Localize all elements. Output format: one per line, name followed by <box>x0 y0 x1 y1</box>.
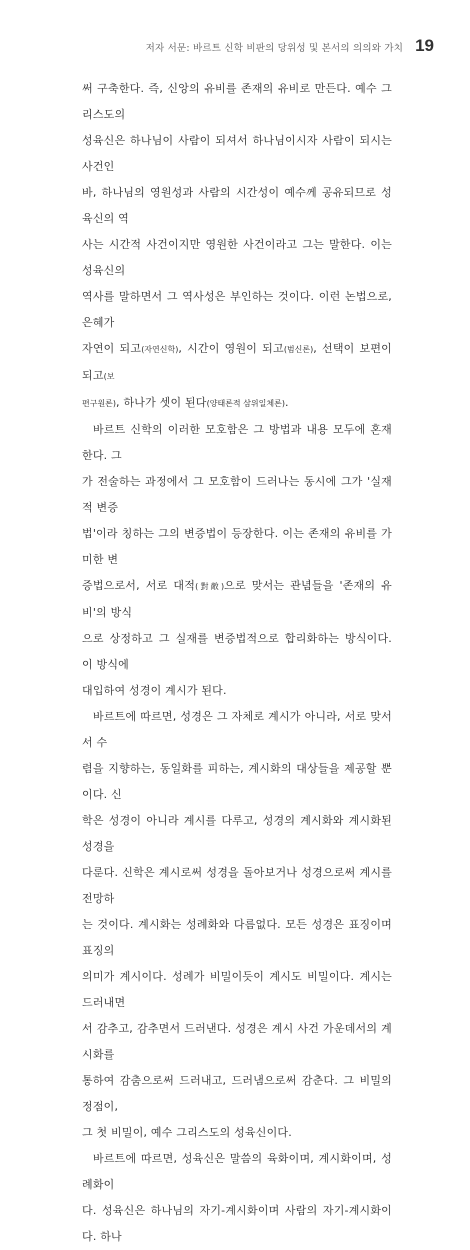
annotation-text: (범신론) <box>283 345 314 354</box>
text-line: 학은 성경이 아니라 계시를 다루고, 성경의 계시화와 계시화된 성경을 <box>82 814 392 853</box>
text-line: 다룬다. 신학은 계시로써 성경을 돌아보거나 성경으로써 계시를 전망하 <box>82 866 392 905</box>
annotation-text: (양태론적 삼위일체론) <box>206 399 285 408</box>
text-line: 써 구축한다. 즉, 신앙의 유비를 존재의 유비로 만든다. 예수 그리스도의 <box>82 82 392 121</box>
text-line: 대입하여 성경이 계시가 된다. <box>82 684 227 697</box>
text-line: 역사를 말하면서 그 역사성은 부인하는 것이다. 이런 논법으로, 은혜가 <box>82 290 392 329</box>
page-number: 19 <box>415 36 434 55</box>
text-line: 으로 상정하고 그 실재를 변증법적으로 합리화하는 방식이다. 이 방식에 <box>82 632 392 671</box>
text-line: 의미가 계시이다. 성례가 비밀이듯이 계시도 비밀이다. 계시는 드러내면 <box>82 970 392 1009</box>
text-line: 사는 시간적 사건이지만 영원한 사건이라고 그는 말한다. 이는 성육신의 <box>82 238 392 277</box>
text-line: 성육신은 하나님이 사람이 되셔서 하나님이시자 사람이 되시는 사건인 <box>82 134 392 173</box>
text-line: 통하여 감춤으로써 드러내고, 드러냄으로써 감춘다. 그 비밀의 정점이, <box>82 1074 392 1113</box>
text-segment: , 선택이 보편이 되고 <box>82 342 393 382</box>
body-text <box>82 76 392 1250</box>
annotation-text: (자연신학) <box>141 345 179 354</box>
text-line <box>82 336 392 390</box>
text-line: 가 전술하는 과정에서 그 모호함이 드러나는 동시에 그가 '실재적 변증 <box>82 475 392 514</box>
text-line: 렴을 지향하는, 동일화를 피하는, 계시화의 대상들을 제공할 뿐이다. 신 <box>82 762 392 801</box>
text-segment: , 하나가 셋이 된다 <box>116 396 207 409</box>
text-line: 바르트 신학의 이러한 모호함은 그 방법과 내용 모두에 혼재한다. 그 <box>82 423 392 462</box>
text-line: 서 감추고, 감추면서 드러낸다. 성경은 계시 사건 가운데서의 계시화를 <box>82 1022 392 1061</box>
text-line <box>82 573 392 626</box>
text-line: 바, 하나님의 영원성과 사람의 시간성이 예수께 공유되므로 성육신의 역 <box>82 186 392 225</box>
text-line: 는 것이다. 계시화는 성례화와 다름없다. 모든 성경은 표징이며 표징의 <box>82 918 392 957</box>
annotation-text: (對敵) <box>195 582 225 591</box>
text-line: 그 첫 비밀이, 예수 그리스도의 성육신이다. <box>82 1126 292 1139</box>
text-line <box>82 390 392 417</box>
text-line: 바르트에 따르면, 성육신은 말씀의 육화이며, 계시화이며, 성례화이 <box>82 1152 392 1191</box>
text-segment: 증법으로서, 서로 대적 <box>82 579 196 592</box>
text-line: 다. 성육신은 하나님의 자기-계시화이며 사람의 자기-계시화이다. 하나 <box>82 1204 392 1243</box>
annotation-text: 편구원론) <box>82 399 117 408</box>
annotation-text: (보 <box>103 372 115 381</box>
text-segment: , 시간이 영원이 되고 <box>178 342 284 355</box>
text-line: 법'이라 칭하는 그의 변증법이 등장한다. 이는 존재의 유비를 가미한 변 <box>82 527 392 566</box>
running-header <box>60 36 434 56</box>
text-segment: 자연이 되고 <box>82 342 142 355</box>
text-line: 바르트에 따르면, 성경은 그 자체로 계시가 아니라, 서로 맞서서 수 <box>82 710 392 749</box>
text-segment: 으로 맞서는 관념들을 '존재의 유비'의 방식 <box>82 579 393 619</box>
text-segment: . <box>284 396 289 409</box>
running-title: 저자 서문: 바르트 신학 비판의 당위성 및 본서의 의의와 가치 <box>145 43 404 54</box>
